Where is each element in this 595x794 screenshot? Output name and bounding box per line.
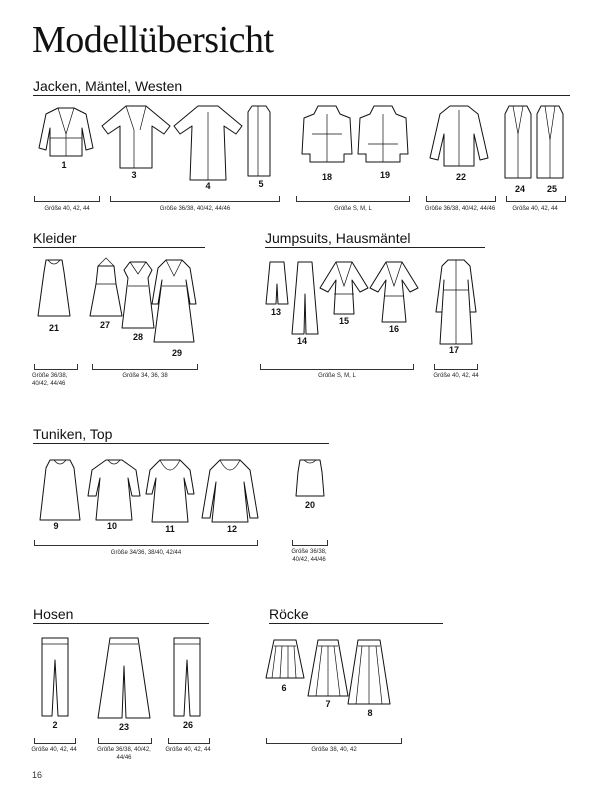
- size-bracket: [426, 196, 496, 202]
- size-label: Größe 36/38, 40/42, 44/46: [424, 206, 496, 212]
- page-title: Modellübersicht: [32, 19, 274, 61]
- garment-25-vest-illustration: [535, 104, 565, 182]
- section-rule: [33, 623, 209, 624]
- garment-12-tunic-illustration: [200, 456, 260, 526]
- size-label: Größe S, M, L: [318, 373, 356, 379]
- garment-9-tunic-illustration: [38, 456, 82, 524]
- garment-17-robe-illustration: [434, 256, 478, 348]
- garment-4-coat-illustration: [172, 104, 244, 184]
- garment-26-trousers-illustration: [170, 636, 204, 720]
- model-number: 1: [61, 160, 67, 170]
- section-title-kleider: Kleider: [33, 230, 77, 246]
- model-number: 27: [99, 320, 110, 330]
- section-rule: [265, 247, 485, 248]
- model-number: 12: [226, 524, 237, 534]
- size-bracket: [110, 196, 280, 202]
- garment-10-tunic-illustration: [86, 456, 142, 524]
- size-bracket: [266, 738, 402, 744]
- section-rule: [33, 247, 205, 248]
- model-number: 10: [106, 521, 117, 531]
- section-rule: [33, 443, 329, 444]
- model-number: 14: [296, 336, 307, 346]
- size-label: Größe 34/36, 38/40, 42/44: [110, 550, 182, 556]
- size-label: Größe 36/38, 40/42, 44/46: [97, 747, 151, 762]
- garment-22-coat-illustration: [428, 104, 490, 170]
- size-bracket: [34, 738, 76, 744]
- section-rule: [269, 623, 443, 624]
- garment-23-trousers-illustration: [96, 636, 152, 722]
- size-label: Größe 40, 42, 44: [433, 373, 479, 379]
- size-bracket: [296, 196, 410, 202]
- size-bracket: [292, 540, 328, 546]
- model-number: 28: [132, 332, 143, 342]
- section-title-roecke: Röcke: [269, 606, 309, 622]
- size-label: Größe 34, 36, 38: [122, 373, 168, 379]
- garment-24-vest-illustration: [503, 104, 533, 182]
- model-number: 2: [52, 720, 58, 730]
- size-bracket: [92, 364, 198, 370]
- model-number: 18: [321, 172, 332, 182]
- model-number: 13: [270, 307, 281, 317]
- model-number: 5: [258, 179, 264, 189]
- section-title-jacken: Jacken, Mäntel, Westen: [33, 78, 183, 94]
- model-number: 15: [338, 316, 349, 326]
- model-number: 23: [118, 722, 129, 732]
- model-number: 9: [53, 521, 59, 531]
- model-number: 21: [48, 323, 59, 333]
- model-number: 3: [131, 170, 137, 180]
- model-number: 20: [304, 500, 315, 510]
- section-rule: [33, 95, 570, 96]
- section-title-jumpsuits: Jumpsuits, Hausmäntel: [265, 230, 411, 246]
- garment-16-robe-illustration: [368, 258, 420, 326]
- model-number: 24: [514, 184, 525, 194]
- garment-14-jumpsuit-illustration: [288, 258, 322, 338]
- size-label: Größe 36/38, 40/42, 44/46: [291, 549, 327, 564]
- section-title-tuniken: Tuniken, Top: [33, 426, 113, 442]
- model-number: 26: [182, 720, 193, 730]
- size-bracket: [260, 364, 414, 370]
- size-label: Größe 38, 40, 42: [311, 747, 357, 753]
- garment-6-skirt-illustration: [264, 638, 306, 682]
- garment-20-top-illustration: [292, 456, 328, 500]
- size-label: Größe S, M, L: [334, 206, 372, 212]
- size-bracket: [434, 364, 478, 370]
- garment-29-dress-illustration: [150, 256, 198, 348]
- size-bracket: [34, 540, 258, 546]
- model-number: 25: [546, 184, 557, 194]
- garment-19-jacket-illustration: [356, 104, 410, 168]
- model-number: 7: [325, 699, 331, 709]
- size-label: Größe 40, 42, 44: [44, 206, 90, 212]
- model-number: 19: [379, 170, 390, 180]
- size-label: Größe 40, 42, 44: [165, 747, 211, 753]
- garment-15-robe-illustration: [318, 258, 370, 318]
- size-bracket: [168, 738, 210, 744]
- size-bracket: [98, 738, 152, 744]
- model-number: 4: [205, 181, 211, 191]
- size-label: Größe 36/38, 40/42, 44/46: [32, 373, 68, 388]
- garment-1-jacket-illustration: [36, 104, 96, 166]
- garment-7-skirt-illustration: [306, 638, 350, 700]
- size-bracket: [34, 196, 100, 202]
- garment-3-coat-illustration: [100, 104, 172, 172]
- size-label: Größe 40, 42, 44: [512, 206, 558, 212]
- model-number: 8: [367, 708, 373, 718]
- model-number: 6: [281, 683, 287, 693]
- model-number: 11: [165, 524, 175, 534]
- page-number: 16: [32, 770, 43, 780]
- size-label: Größe 40, 42, 44: [31, 747, 77, 753]
- size-label: Größe 36/38, 40/42, 44/46: [159, 206, 231, 212]
- garment-18-jacket-illustration: [300, 104, 354, 168]
- garment-21-dress-illustration: [36, 258, 72, 320]
- model-number: 16: [388, 324, 399, 334]
- size-bracket: [506, 196, 566, 202]
- garment-11-tunic-illustration: [144, 456, 196, 526]
- garment-2-trousers-illustration: [38, 636, 72, 720]
- model-number: 17: [448, 345, 459, 355]
- section-title-hosen: Hosen: [33, 606, 74, 622]
- garment-8-skirt-illustration: [346, 638, 392, 708]
- size-bracket: [34, 364, 78, 370]
- model-number: 22: [455, 172, 466, 182]
- garment-5-vest-illustration: [244, 104, 274, 180]
- model-number: 29: [171, 348, 182, 358]
